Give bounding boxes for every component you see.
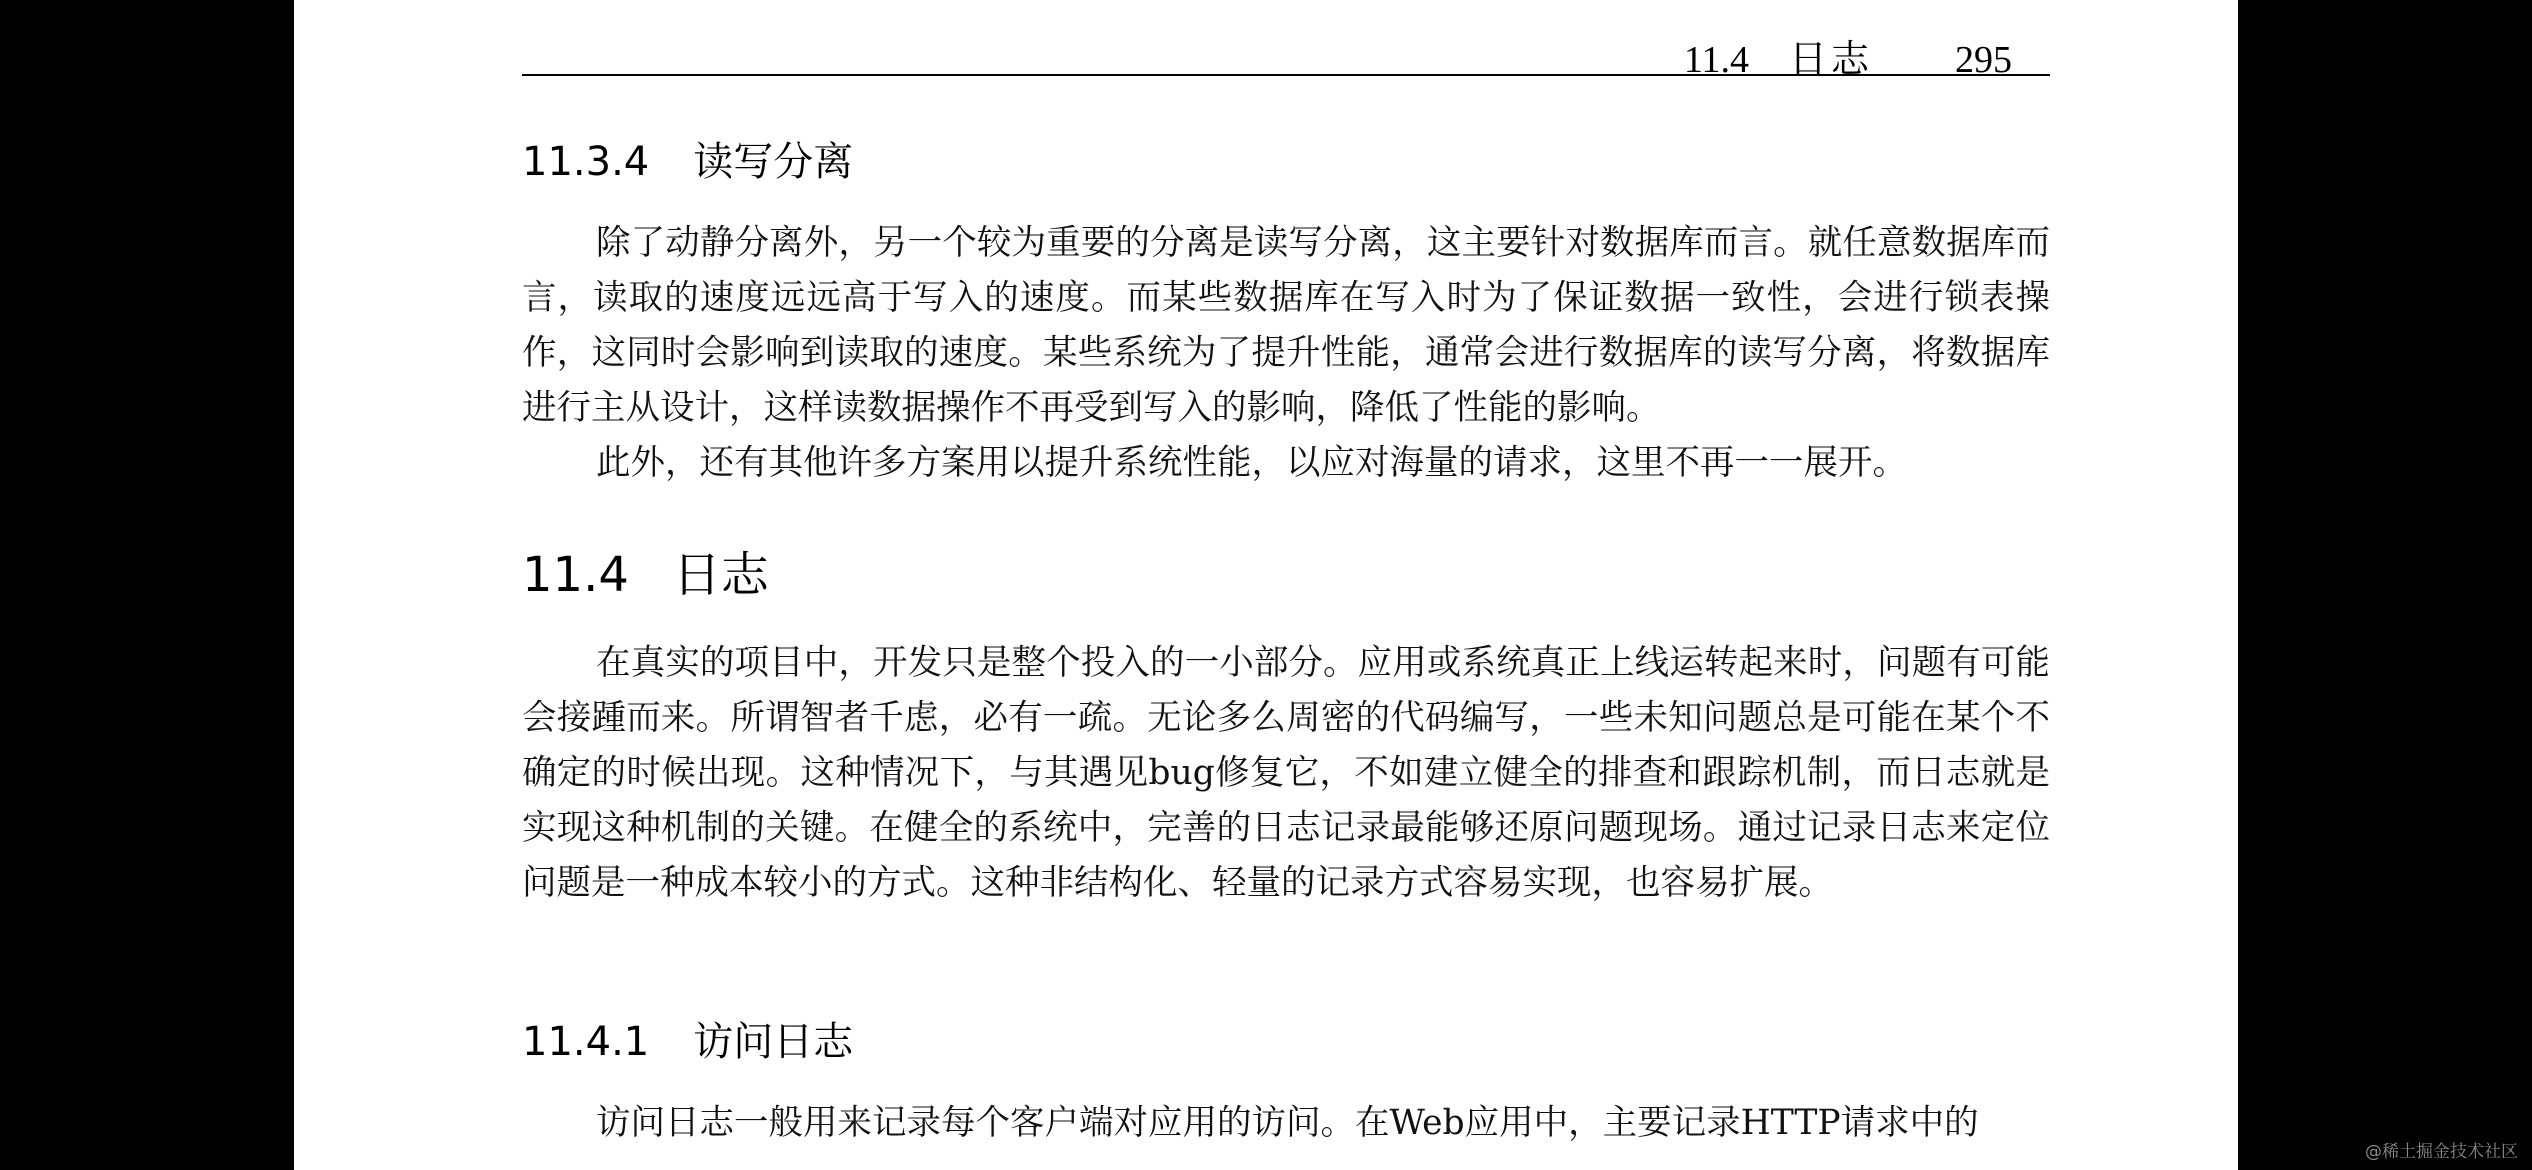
heading-title: 日志 [672, 547, 769, 603]
running-header [522, 22, 2050, 81]
heading-number: 11.3.4 [522, 139, 650, 185]
paragraph-read-write-separation: 除了动静分离外，另一个较为重要的分离是读写分离，这主要针对数据库而言。就任意数据库而言，读取的速度远远高于写入的速度。而某些数据库在写入时为了保证数据一致性，会进行锁表操作，这同时会影响到读取的速度。某些系统为了提升性能，通常会进行数据库的读写分离，将数据库进行主从设计，这样读数据操作不再受到写入的影响，降低了性能的影响。 [522, 223, 2050, 428]
watermark: @稀土掘金技术社区 [2365, 1142, 2518, 1162]
paragraph-other-solutions: 此外，还有其他许多方案用以提升系统性能，以应对海量的请求，这里不再一一展开。 [596, 443, 1907, 483]
heading-number: 11.4.1 [522, 1019, 650, 1065]
heading-title: 访问日志 [693, 1019, 854, 1065]
heading-title: 读写分离 [693, 139, 854, 185]
heading-11-4-1 [522, 1010, 853, 1067]
paragraph-logging-intro: 在真实的项目中，开发只是整个投入的一小部分。应用或系统真正上线运转起来时，问题有可能会接踵而来。所谓智者千虑，必有一疏。无论多么周密的代码编写，一些未知问题总是可能在某个不确定的时候出现。这种情况下，与其遇见bug修复它，不如建立健全的排查和跟踪机制，而日志就是实现这种机制的关键。在健全的系统中，完善的日志记录最能够还原问题现场。通过记录日志来定位问题是一种成本较小的方式。这种非结构化、轻量的记录方式容易实现，也容易扩展。 [522, 643, 2050, 903]
header-section-number: 11.4 [1683, 39, 1749, 81]
heading-11-3-4 [522, 130, 853, 187]
heading-11-4 [522, 536, 769, 605]
heading-number: 11.4 [522, 547, 629, 603]
book-page [294, 0, 2238, 1170]
header-chapter-title: 日志 [1788, 39, 1873, 81]
page-number: 295 [1955, 39, 2012, 81]
paragraph-access-log: 访问日志一般用来记录每个客户端对应用的访问。在Web应用中，主要记录HTTP请求中的 [596, 1103, 1979, 1143]
header-right [1684, 28, 2012, 83]
